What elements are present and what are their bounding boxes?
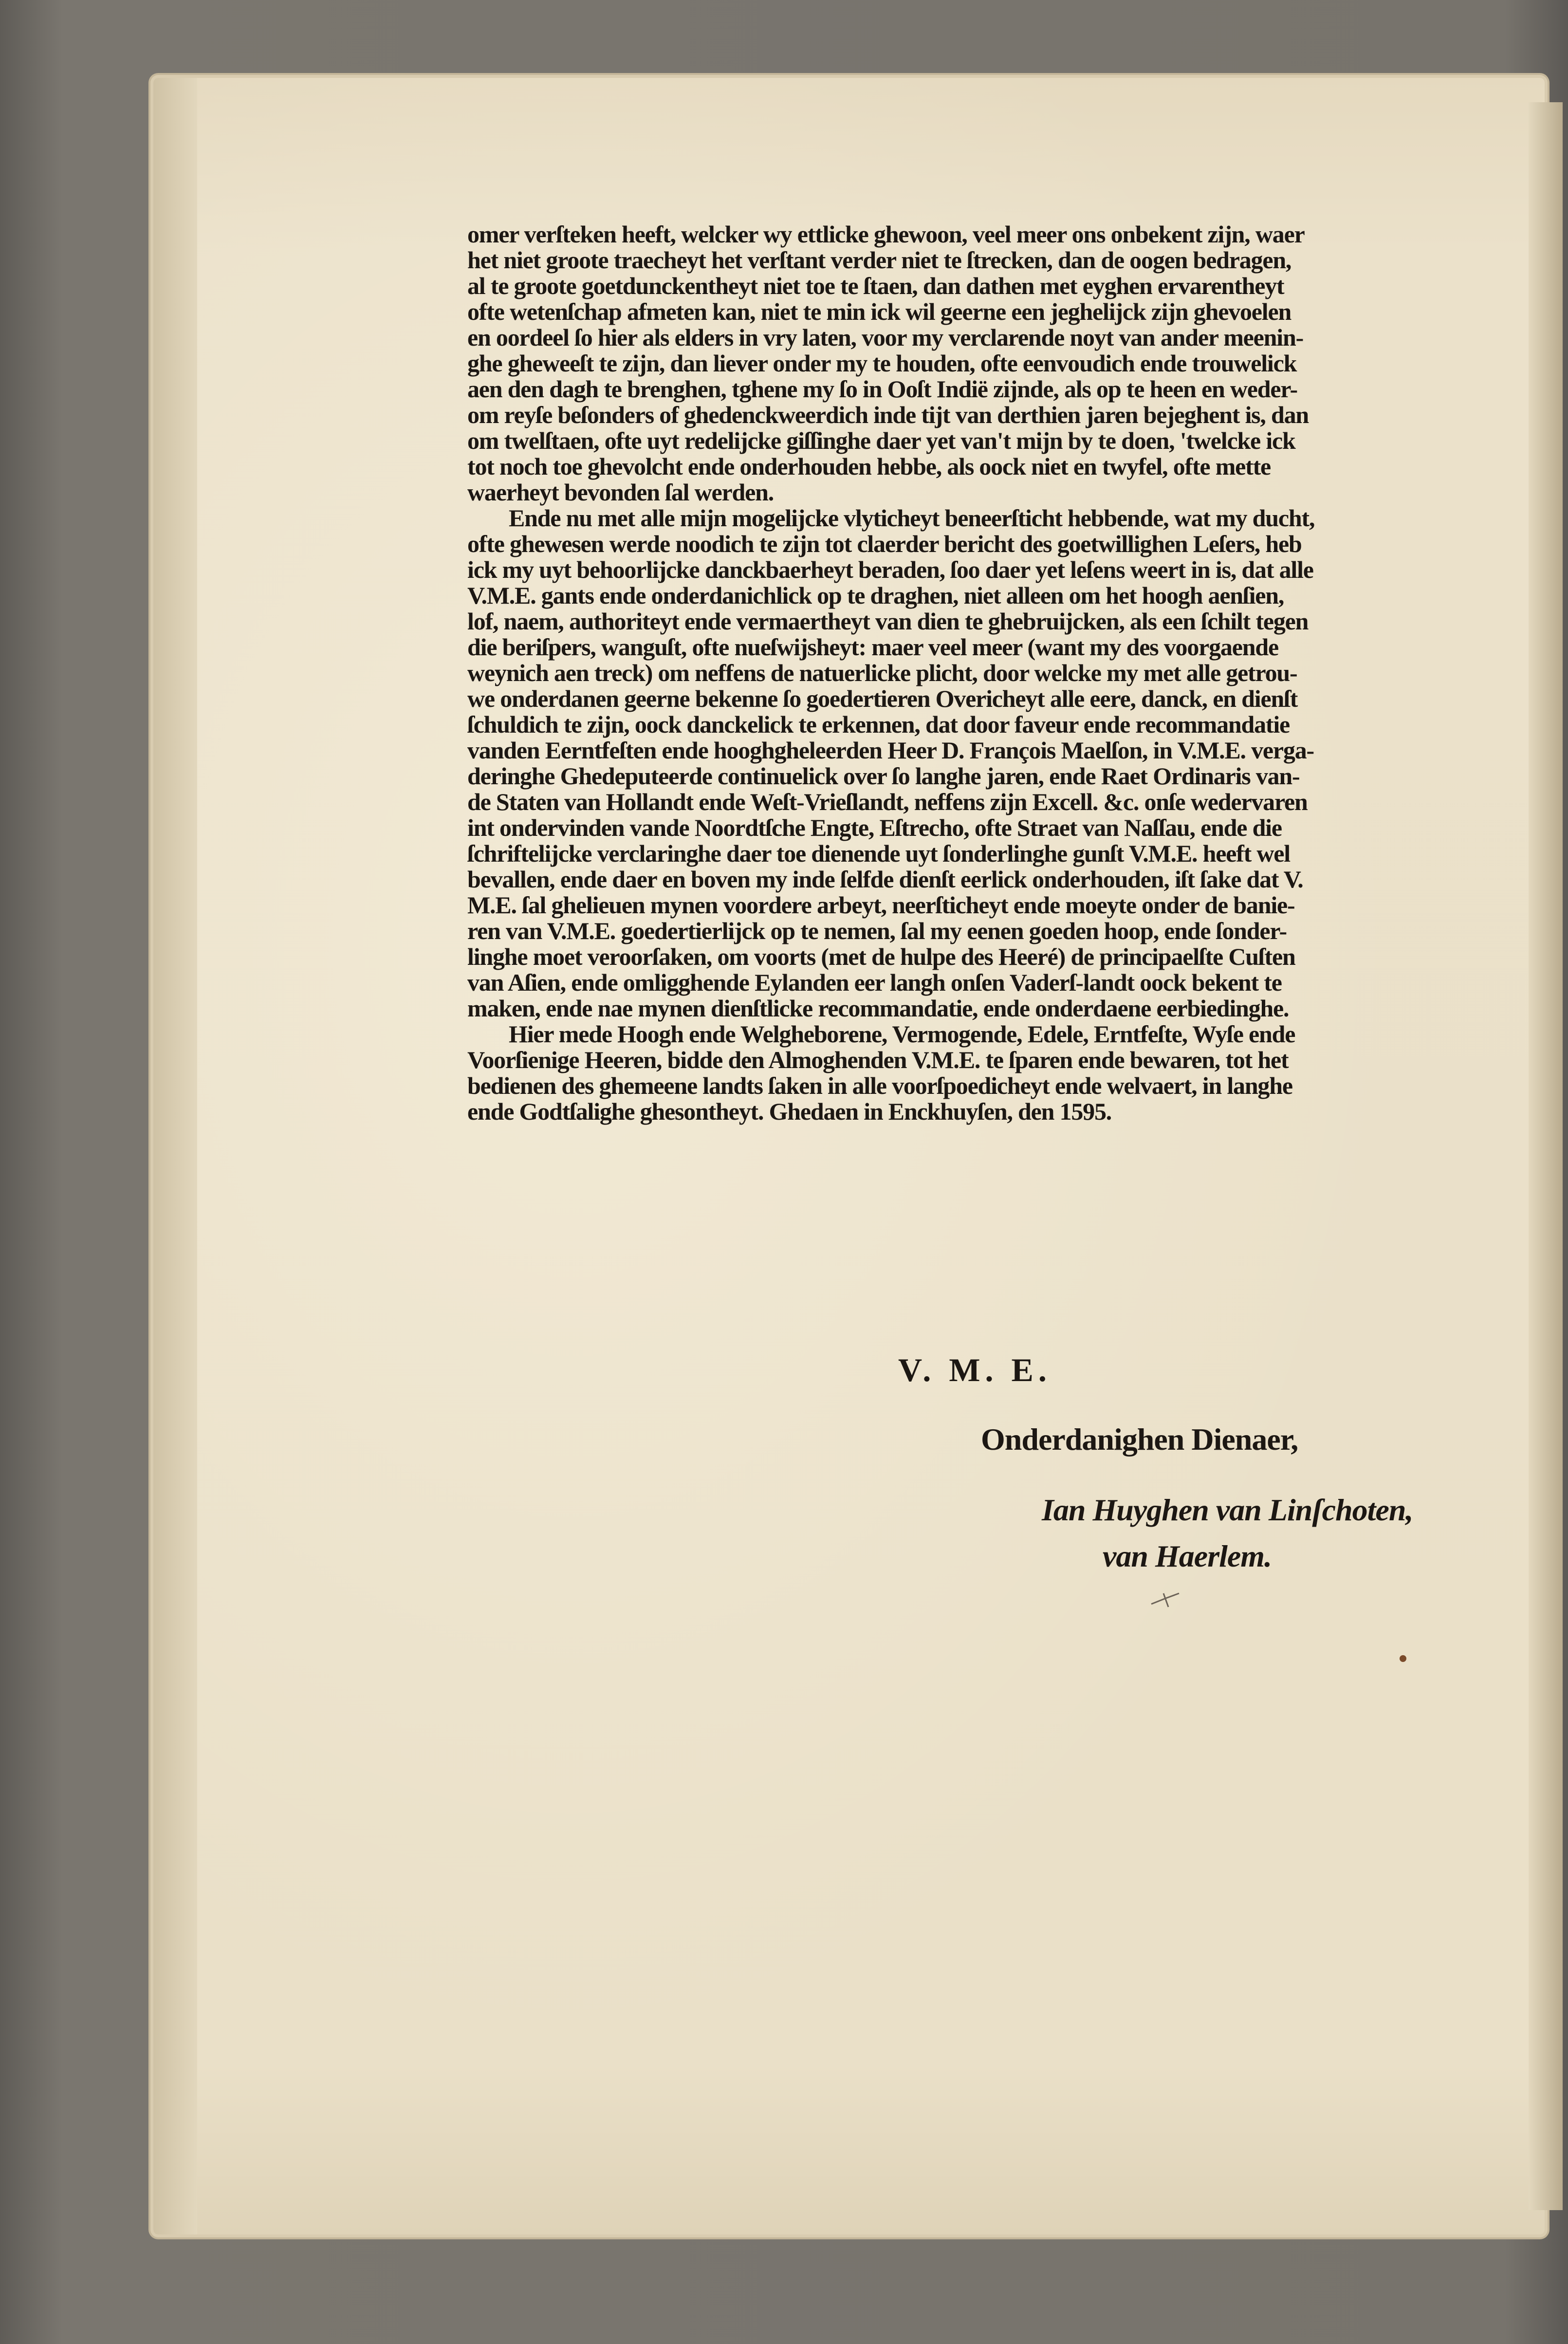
letter-line: ghe gheweeſt te zijn, dan liever onder my te houden, ofte eenvoudich ende trouwelick [467,350,1297,377]
letter-body [467,221,1451,1125]
letter-line: ofte wetenſchap afmeten kan, niet te min ick wil geerne een jeghelijck zijn ghevoelen [467,298,1291,325]
letter-line: M.E. ſal ghelieuen mynen voordere arbeyt, neerſticheyt ende moeyte onder de banie- [467,891,1295,919]
servant-line: Onderdanighen Dienaer, [981,1422,1298,1457]
letter-line: ſchuldich te zijn, oock danckelick te erkennen, dat door faveur ende recommandatie [467,711,1290,738]
letter-line: linghe moet veroorſaken, om voorts (met de hulpe des Heeré) de principaelſte Cuſten [467,943,1295,970]
letter-line: lof, naem, authoriteyt ende vermaertheyt van dien te ghebruijcken, als een ſchilt tegen [467,608,1309,635]
letter-line: weynich aen treck) om neffens de natuerlicke plicht, door welcke my met alle getrou- [467,659,1297,686]
ink-spot [1400,1655,1406,1662]
letter-line: Hier mede Hoogh ende Welgheborene, Vermogende, Edele, Erntfeſte, Wyſe ende [509,1020,1295,1048]
letter-line: deringhe Ghedeputeerde continuelick over ſo langhe jaren, ende Raet Ordinaris van- [467,762,1300,790]
letter-line: tot noch toe ghevolcht ende onderhouden hebbe, als oock niet en twyfel, ofte mette [467,453,1271,480]
letter-line: aen den dagh te brenghen, tghene my ſo in Ooſt Indië zijnde, als op te heen en weder- [467,375,1297,403]
letter-line: bevallen, ende daer en boven my inde ſelfde dienſt eerlick onderhouden, iſt ſake dat V. [467,866,1303,893]
letter-line: maken, ende nae mynen dienſtlicke recommandatie, ende onderdaene eerbiedinghe. [467,995,1289,1022]
letter-line: de Staten van Hollandt ende Weſt-Vrieſlandt, neffens zijn Excell. &c. onſe wedervaren [467,788,1308,815]
letter-line: waerheyt bevonden ſal werden. [467,479,774,506]
letter-line: ſchriftelijcke verclaringhe daer toe dienende uyt ſonderlinghe gunſt V.M.E. heeft wel [467,840,1290,867]
salutation-vme: V. M. E. [898,1351,1051,1388]
letter-line: int ondervinden vande Noordtſche Engte, Eſtrecho, ofte Straet van Naſſau, ende die [467,814,1282,841]
letter-line: we onderdanen geerne bekenne ſo goedertieren Overicheyt alle eere, danck, en dienſt [467,685,1298,712]
letter-line: en oordeel ſo hier als elders in vry laten, voor my verclarende noyt van ander meenin- [467,324,1304,351]
letter-line: bedienen des ghemeene landts ſaken in alle voorſpoedicheyt ende welvaert, in langhe [467,1072,1292,1099]
letter-line: het niet groote traecheyt het verſtant verder niet te ſtrecken, dan de oogen bedragen, [467,246,1291,274]
letter-line: vanden Eerntfeſten ende hooghgheleerden Heer D. François Maelſon, in V.M.E. verga- [467,737,1314,764]
letter-line: die beriſpers, wanguſt, ofte nueſwijsheyt: maer veel meer (want my des voorgaende [467,633,1278,661]
letter-line: om reyſe beſonders of ghedenckweerdich inde tijt van derthien jaren bejeghent is, dan [467,401,1309,428]
letter-line: om twelſtaen, ofte uyt redelijcke giſſinghe daer yet van't mijn by te doen, 'twelcke ick [467,427,1295,454]
letter-line: ick my uyt behoorlijcke danckbaerheyt beraden, ſoo daer yet leſens weert in is, dat alle [467,556,1313,583]
signature-name: Ian Huyghen van Linſchoten, [1042,1493,1413,1527]
letter-line: ende Godtſalighe ghesontheyt. Ghedaen in Enckhuyſen, den 1595. [467,1098,1112,1125]
letter-line: al te groote goetdunckentheyt niet toe te ſtaen, dan dathen met eyghen ervarentheyt [467,272,1284,299]
letter-line: Ende nu met alle mijn mogelijcke vlyticheyt beneerſticht hebbende, wat my ducht, [509,504,1315,532]
pen-mark-icon [1149,1589,1183,1609]
letter-line: van Aſien, ende omligghende Eylanden eer langh onſen Vaderſ-landt oock bekent te [467,969,1282,996]
letter-line: ofte ghewesen werde noodich te zijn tot claerder bericht des goetwillighen Leſers, heb [467,530,1302,557]
page-left-edge [153,78,197,2234]
letter-line: omer verſteken heeft, welcker wy ettlicke ghewoon, veel meer ons onbekent zijn, waer [467,221,1305,248]
signature-place: van Haerlem. [1103,1539,1272,1573]
letter-line: ren van V.M.E. goedertierlijck op te nemen, ſal my eenen goeden hoop, ende ſonder- [467,917,1287,944]
page-right-edge [1529,102,1563,2210]
letter-line: V.M.E. gants ende onderdanichlick op te draghen, niet alleen om het hoogh aenſien, [467,582,1284,609]
letter-line: Voorſienige Heeren, bidde den Almoghenden V.M.E. te ſparen ende bewaren, tot het [467,1046,1289,1073]
